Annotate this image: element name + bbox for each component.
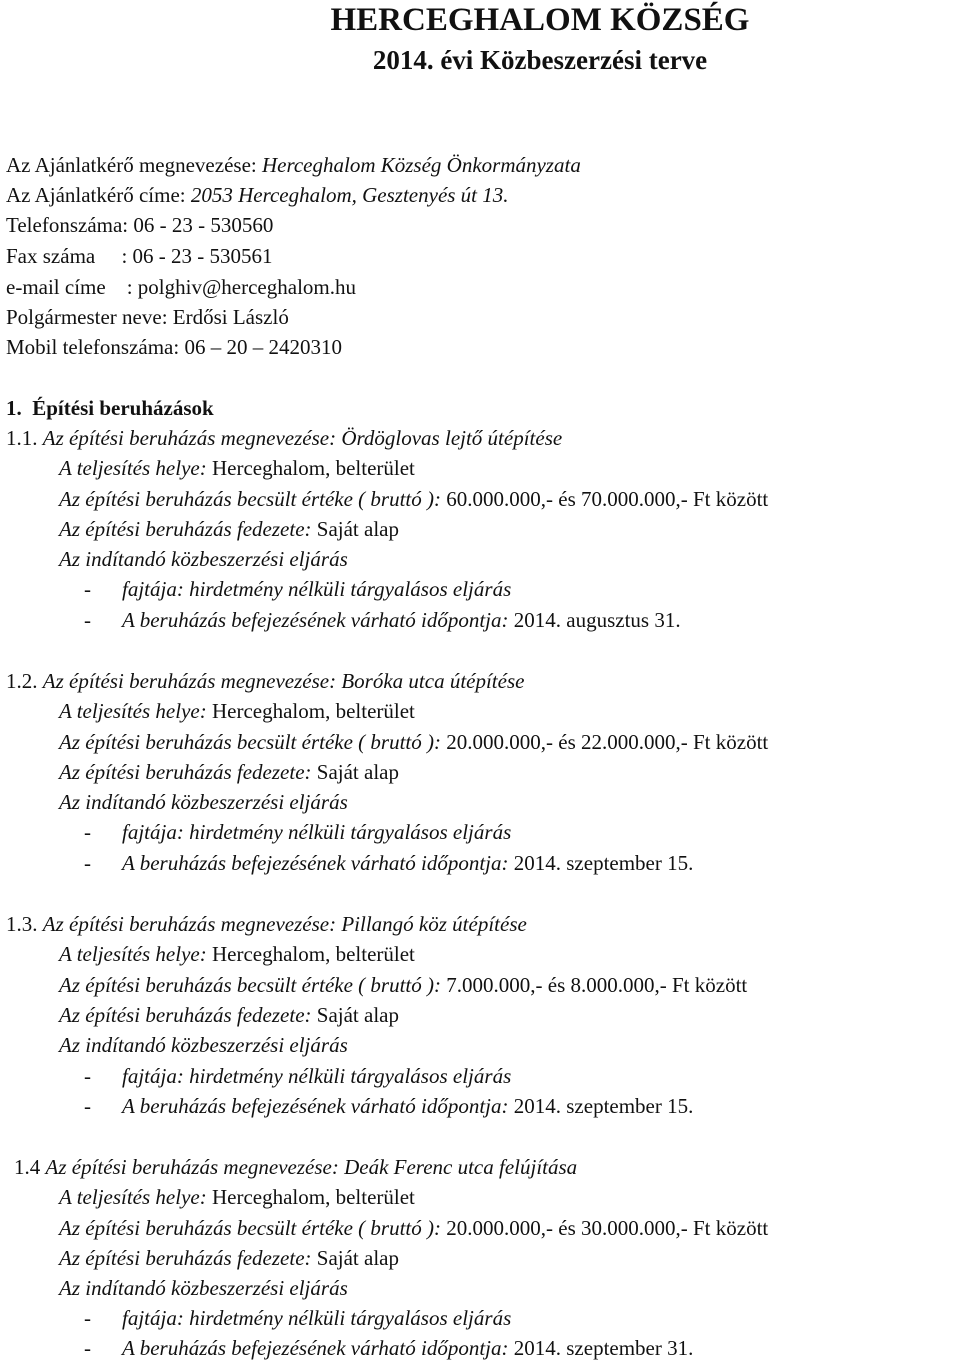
item-value-line (59, 973, 747, 997)
item-type-label: fajtája: (122, 1064, 184, 1088)
item-funding: Saját alap (316, 517, 399, 541)
item-funding-label: Az építési beruházás fedezete: (59, 1003, 312, 1027)
item-value-label: Az építési beruházás becsült értéke ( bruttó ): (59, 730, 441, 754)
item-name: Pillangó köz útépítése (341, 912, 527, 936)
item-place-line (59, 456, 415, 480)
dash-mark: - (84, 577, 91, 601)
item-funding-line (59, 517, 399, 541)
item-name-line (14, 1155, 577, 1179)
item-completion-label: A beruházás befejezésének várható időpontja: (122, 608, 509, 632)
item-value: 20.000.000,- és 22.000.000,- Ft között (446, 730, 769, 754)
item-funding-line (59, 760, 399, 784)
item-value-label: Az építési beruházás becsült értéke ( bruttó ): (59, 1216, 441, 1240)
item-place: Herceghalom, belterület (211, 456, 415, 480)
item-type-line (84, 1064, 511, 1088)
item-number: 1.1. (6, 426, 38, 450)
item-name-line (6, 426, 562, 450)
dash-mark: - (84, 851, 91, 875)
mobile-line: Mobil telefonszáma: 06 – 20 – 2420310 (6, 335, 342, 359)
dash-mark: - (84, 1336, 91, 1360)
item-type: hirdetmény nélküli tárgyalásos eljárás (189, 577, 512, 601)
item-type-line (84, 577, 511, 601)
item-type-label: fajtája: (122, 820, 184, 844)
requester-name: Herceghalom Község Önkormányzata (261, 153, 581, 177)
item-value-line (59, 730, 768, 754)
phone-line: Telefonszáma: 06 - 23 - 530560 (6, 213, 274, 237)
item-completion-line (84, 1336, 693, 1360)
requester-name-line (6, 153, 581, 177)
item-value-line (59, 1216, 768, 1240)
item-value-line (59, 487, 768, 511)
email-line: e-mail címe : polghiv@herceghalom.hu (6, 275, 356, 299)
item-place-line (59, 1185, 415, 1209)
item-place-line (59, 699, 415, 723)
item-value-label: Az építési beruházás becsült értéke ( bruttó ): (59, 973, 441, 997)
item-completion-label: A beruházás befejezésének várható időpontja: (122, 851, 509, 875)
item-place-label: A teljesítés helye: (59, 456, 207, 480)
item-procedure-line: Az indítandó közbeszerzési eljárás (59, 1276, 348, 1300)
item-name-label: Az építési beruházás megnevezése: (42, 912, 337, 936)
dash-mark: - (84, 820, 91, 844)
item-type-label: fajtája: (122, 577, 184, 601)
item-type-line (84, 1306, 511, 1330)
item-value: 60.000.000,- és 70.000.000,- Ft között (446, 487, 769, 511)
item-funding-label: Az építési beruházás fedezete: (59, 760, 312, 784)
item-funding: Saját alap (316, 1003, 399, 1027)
requester-address: 2053 Herceghalom, Gesztenyés út 13. (190, 183, 509, 207)
item-type: hirdetmény nélküli tárgyalásos eljárás (189, 1306, 512, 1330)
item-procedure-line: Az indítandó közbeszerzési eljárás (59, 1033, 348, 1057)
item-completion-line (84, 1094, 693, 1118)
item-completion: 2014. szeptember 31. (513, 1336, 694, 1360)
item-completion: 2014. szeptember 15. (513, 851, 694, 875)
item-place-label: A teljesítés helye: (59, 699, 207, 723)
dash-mark: - (84, 1306, 91, 1330)
dash-mark: - (84, 1064, 91, 1088)
item-type-label: fajtája: (122, 1306, 184, 1330)
item-procedure-line: Az indítandó közbeszerzési eljárás (59, 547, 348, 571)
item-place-line (59, 942, 415, 966)
document-title: HERCEGHALOM KÖZSÉG (330, 2, 750, 38)
dash-mark: - (84, 1094, 91, 1118)
item-completion-line (84, 608, 681, 632)
item-number: 1.3. (6, 912, 38, 936)
section-heading: 1. Építési beruházások (6, 396, 214, 420)
item-value-label: Az építési beruházás becsült értéke ( bruttó ): (59, 487, 441, 511)
dash-mark: - (84, 608, 91, 632)
item-name: Ördöglovas lejtő útépítése (341, 426, 563, 450)
item-completion-label: A beruházás befejezésének várható időpontja: (122, 1094, 509, 1118)
item-funding-label: Az építési beruházás fedezete: (59, 1246, 312, 1270)
item-funding-line (59, 1246, 399, 1270)
item-name-line (6, 912, 527, 936)
item-funding: Saját alap (316, 760, 399, 784)
item-completion: 2014. augusztus 31. (513, 608, 681, 632)
item-place: Herceghalom, belterület (211, 1185, 415, 1209)
item-value: 7.000.000,- és 8.000.000,- Ft között (446, 973, 748, 997)
requester-name-label: Az Ajánlatkérő megnevezése: (6, 153, 257, 177)
item-place-label: A teljesítés helye: (59, 942, 207, 966)
fax-line: Fax száma : 06 - 23 - 530561 (6, 244, 273, 268)
item-type: hirdetmény nélküli tárgyalásos eljárás (189, 1064, 512, 1088)
document-subtitle: 2014. évi Közbeszerzési terve (372, 45, 708, 75)
item-type-line (84, 820, 511, 844)
item-value: 20.000.000,- és 30.000.000,- Ft között (446, 1216, 769, 1240)
item-name: Deák Ferenc utca felújítása (344, 1155, 578, 1179)
item-place: Herceghalom, belterület (211, 942, 415, 966)
item-name-label: Az építési beruházás megnevezése: (42, 426, 337, 450)
item-funding-label: Az építési beruházás fedezete: (59, 517, 312, 541)
item-procedure-line: Az indítandó közbeszerzési eljárás (59, 790, 348, 814)
item-completion-line (84, 851, 693, 875)
item-name-label: Az építési beruházás megnevezése: (42, 669, 337, 693)
item-name-line (6, 669, 524, 693)
item-name: Boróka utca útépítése (341, 669, 525, 693)
mayor-line: Polgármester neve: Erdősi László (6, 305, 289, 329)
requester-address-label: Az Ajánlatkérő címe: (6, 183, 186, 207)
item-place-label: A teljesítés helye: (59, 1185, 207, 1209)
item-completion: 2014. szeptember 15. (513, 1094, 694, 1118)
item-number: 1.2. (6, 669, 38, 693)
requester-address-line (6, 183, 509, 207)
item-place: Herceghalom, belterület (211, 699, 415, 723)
item-name-label: Az építési beruházás megnevezése: (45, 1155, 339, 1179)
item-completion-label: A beruházás befejezésének várható időpontja: (122, 1336, 509, 1360)
item-funding-line (59, 1003, 399, 1027)
item-number: 1.4 (14, 1155, 41, 1179)
item-type: hirdetmény nélküli tárgyalásos eljárás (189, 820, 512, 844)
item-funding: Saját alap (316, 1246, 399, 1270)
